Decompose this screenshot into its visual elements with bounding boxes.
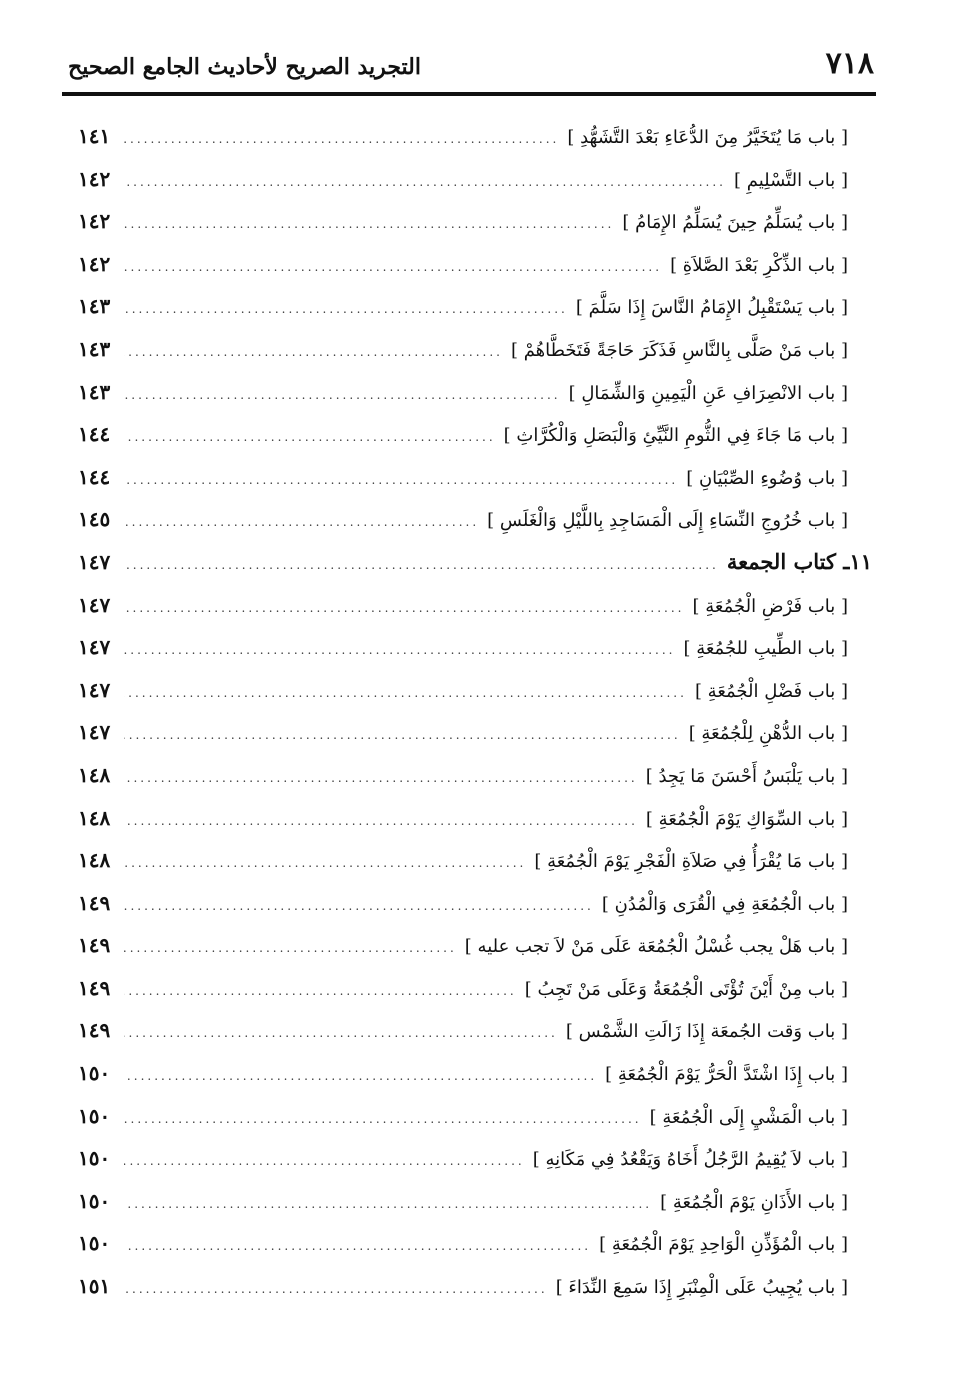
toc-row xyxy=(78,456,848,499)
entry-title: [ باب السِّوَاكِ يَوْمَ الْجُمُعَةِ ] xyxy=(645,808,848,830)
dot-leader xyxy=(124,501,479,543)
entry-title: [ باب الذِّكْرِ بَعْدَ الصَّلاَةِ ] xyxy=(670,254,848,276)
dot-leader xyxy=(124,374,561,416)
toc-row xyxy=(78,1222,848,1265)
header-rule xyxy=(62,92,876,96)
entry-title: [ باب إِذَا اشْتَدَّ الْحَرُّ يَوْمَ الْجُمُعَةِ ] xyxy=(605,1064,848,1086)
entry-title: [ باب فَرْضِ الْجُمُعَةِ ] xyxy=(692,595,848,617)
entry-page-number: ١٥٠ xyxy=(78,1231,111,1256)
running-title: التجريد الصريح لأحاديث الجامع الصحيح xyxy=(68,54,421,80)
dot-leader xyxy=(124,1098,642,1140)
entry-title: [ باب الْمَشْيِ إِلَى الْجُمُعَةِ ] xyxy=(649,1106,848,1128)
toc-row xyxy=(78,200,848,243)
entry-title: [ باب وَقت الجُمعَة إِذَا زَالَتِ الشَّمْس ] xyxy=(565,1021,848,1043)
entry-page-number: ١٤٧ xyxy=(78,677,111,702)
table-of-contents xyxy=(78,115,872,1308)
dot-leader xyxy=(124,1183,652,1225)
entry-page-number: ١٤٣ xyxy=(78,336,111,361)
chapter-title: ١١ـ كتاب الجمعة xyxy=(726,548,872,574)
entry-page-number: ١٤٧ xyxy=(78,549,111,574)
dot-leader xyxy=(124,1140,525,1182)
toc-row xyxy=(78,669,848,712)
toc-row xyxy=(78,754,848,797)
entry-page-number: ١٥٠ xyxy=(78,1188,111,1213)
entry-page-number: ١٥١ xyxy=(78,1274,111,1299)
entry-title: [ باب مَا يُتَخَيَّرُ مِنَ الدُّعَاءِ بَعْدَ التَّشَهُّدِ ] xyxy=(567,127,848,148)
entry-title: [ باب مَنْ صَلَّى بِالنَّاسِ فَذَكَرَ حَاجَةً فَتَخَطَّاهُمْ ] xyxy=(510,339,848,361)
toc-row xyxy=(78,924,848,967)
toc-row xyxy=(78,1009,848,1052)
toc-row xyxy=(78,413,848,456)
entry-title: [ باب يَلْبَسُ أَحْسَنَ مَا يَجِدُ ] xyxy=(645,765,848,787)
entry-page-number: ١٤٩ xyxy=(78,1018,111,1043)
entry-page-number: ١٤٥ xyxy=(78,507,111,532)
page-number: ٧١٨ xyxy=(825,46,874,81)
dot-leader xyxy=(124,331,503,373)
toc-row xyxy=(78,839,848,882)
toc-row xyxy=(78,584,848,627)
dot-leader xyxy=(124,246,662,288)
dot-leader xyxy=(124,1012,558,1054)
entry-title: [ باب يَسْتَقْبِلُ الإِمَامُ النَّاسَ إِذَا سَلَّمَ ] xyxy=(575,297,848,319)
entry-page-number: ١٤٧ xyxy=(78,720,111,745)
dot-leader xyxy=(124,800,638,842)
entry-page-number: ١٥٠ xyxy=(78,1061,111,1086)
toc-row xyxy=(78,371,848,414)
dot-leader xyxy=(124,1055,597,1097)
dot-leader xyxy=(124,672,687,714)
entry-page-number: ١٤٢ xyxy=(78,209,111,234)
entry-title: [ باب الطِّيبِ للجُمُعَةِ ] xyxy=(683,638,848,660)
dot-leader xyxy=(124,459,678,501)
toc-row xyxy=(78,797,848,840)
entry-page-number: ١٤٩ xyxy=(78,933,111,958)
entry-title: [ باب يُسَلِّمُ حِينَ يُسَلِّمُ الإِمَامُ ] xyxy=(622,212,848,234)
entry-page-number: ١٤١ xyxy=(78,124,111,148)
entry-page-number: ١٥٠ xyxy=(78,1103,111,1128)
dot-leader xyxy=(124,161,726,203)
dot-leader xyxy=(124,416,496,458)
toc-row xyxy=(78,1180,848,1223)
entry-page-number: ١٤٤ xyxy=(78,422,111,447)
entry-title: [ باب الْمُؤَذِّنِ الْوَاحِدِ يَوْمَ الْجُمُعَةِ ] xyxy=(599,1234,848,1256)
dot-leader xyxy=(124,629,675,671)
toc-row xyxy=(78,115,848,158)
toc-row xyxy=(78,243,848,286)
entry-page-number: ١٤٣ xyxy=(78,294,111,319)
entry-page-number: ١٤٨ xyxy=(78,848,111,873)
toc-chapter-row xyxy=(78,541,872,584)
toc-row xyxy=(78,1052,848,1095)
entry-title: [ باب يُجِيبُ عَلَى الْمِنْبَرِ إِذَا سَمِعَ النِّدَاءَ ] xyxy=(555,1277,848,1299)
toc-row xyxy=(78,711,848,754)
entry-page-number: ١٤٩ xyxy=(78,890,111,915)
entry-page-number: ١٤٣ xyxy=(78,379,111,404)
entry-page-number: ١٤٤ xyxy=(78,464,111,489)
toc-row xyxy=(78,158,848,201)
entry-title: [ باب مَا يُقْرَأُ فِي صَلاَةِ الْفَجْرِ يَوْمَ الْجُمُعَةِ ] xyxy=(534,851,848,873)
entry-title: [ باب الدُّهْنِ لِلْجُمُعَةِ ] xyxy=(688,723,848,745)
entry-page-number: ١٤٢ xyxy=(78,166,111,191)
entry-page-number: ١٤٩ xyxy=(78,975,111,1000)
dot-leader xyxy=(124,1225,591,1267)
entry-title: [ باب خُرُوجِ النِّسَاءِ إِلَى الْمَسَاجِدِ بِاللَّيْلِ وَالْغَلَسِ ] xyxy=(487,510,848,532)
entry-page-number: ١٤٨ xyxy=(78,805,111,830)
dot-leader xyxy=(124,714,681,756)
dot-leader xyxy=(124,757,638,799)
page-header xyxy=(62,42,876,88)
entry-title: [ باب التَّسْلِيمِ ] xyxy=(734,169,848,191)
entry-page-number: ١٤٧ xyxy=(78,635,111,660)
entry-title: [ باب فَضْلِ الْجُمُعَةِ ] xyxy=(694,680,848,702)
entry-title: [ باب وُضُوءِ الصِّبْيَانِ ] xyxy=(686,467,848,489)
entry-title: [ باب الانْصِرَافِ عَنِ الْيَمِينِ وَالشِّمَالِ ] xyxy=(568,382,848,404)
toc-row xyxy=(78,498,848,541)
entry-page-number: ١٤٨ xyxy=(78,762,111,787)
dot-leader xyxy=(124,587,684,629)
dot-leader xyxy=(124,1268,548,1310)
dot-leader xyxy=(124,885,594,927)
toc-row xyxy=(78,285,848,328)
entry-title: [ باب لاَ يُقِيمُ الرَّجُلُ أَخَاهُ وَيَقْعُدُ فِي مَكَانِهِ ] xyxy=(532,1149,848,1171)
entry-title: [ باب هَلْ يجب غُسْلُ الْجُمُعَة عَلَى مَنْ لاَ تجب عليه ] xyxy=(464,936,848,958)
toc-row xyxy=(78,626,848,669)
toc-row xyxy=(78,328,848,371)
dot-leader xyxy=(124,927,457,969)
entry-title: [ باب الأَذَانِ يَوْمَ الْجُمُعَةِ ] xyxy=(660,1191,848,1213)
entry-title: [ باب الْجُمُعَةِ فِي الْقُرَى وَالْمُدُنِ ] xyxy=(601,893,848,915)
toc-row xyxy=(78,882,848,925)
entry-page-number: ١٥٠ xyxy=(78,1146,111,1171)
dot-leader xyxy=(124,118,559,160)
dot-leader xyxy=(124,970,517,1012)
toc-row xyxy=(78,1137,848,1180)
dot-leader xyxy=(124,842,526,884)
dot-leader xyxy=(124,203,614,245)
entry-page-number: ١٤٢ xyxy=(78,251,111,276)
toc-row xyxy=(78,1265,848,1308)
toc-row xyxy=(78,1095,848,1138)
entry-title: [ باب مَا جَاءَ فِي الثُّومِ النَّيِّئِ وَالْبَصَلِ وَالْكُرَّاثِ ] xyxy=(503,425,848,447)
entry-title: [ باب مِنْ أَيْنَ تُؤْتَى الْجُمُعَةُ وَعَلَى مَنْ تَجِبُ ] xyxy=(524,978,848,1000)
dot-leader xyxy=(124,544,719,586)
toc-row xyxy=(78,967,848,1010)
entry-page-number: ١٤٧ xyxy=(78,592,111,617)
dot-leader xyxy=(124,288,568,330)
